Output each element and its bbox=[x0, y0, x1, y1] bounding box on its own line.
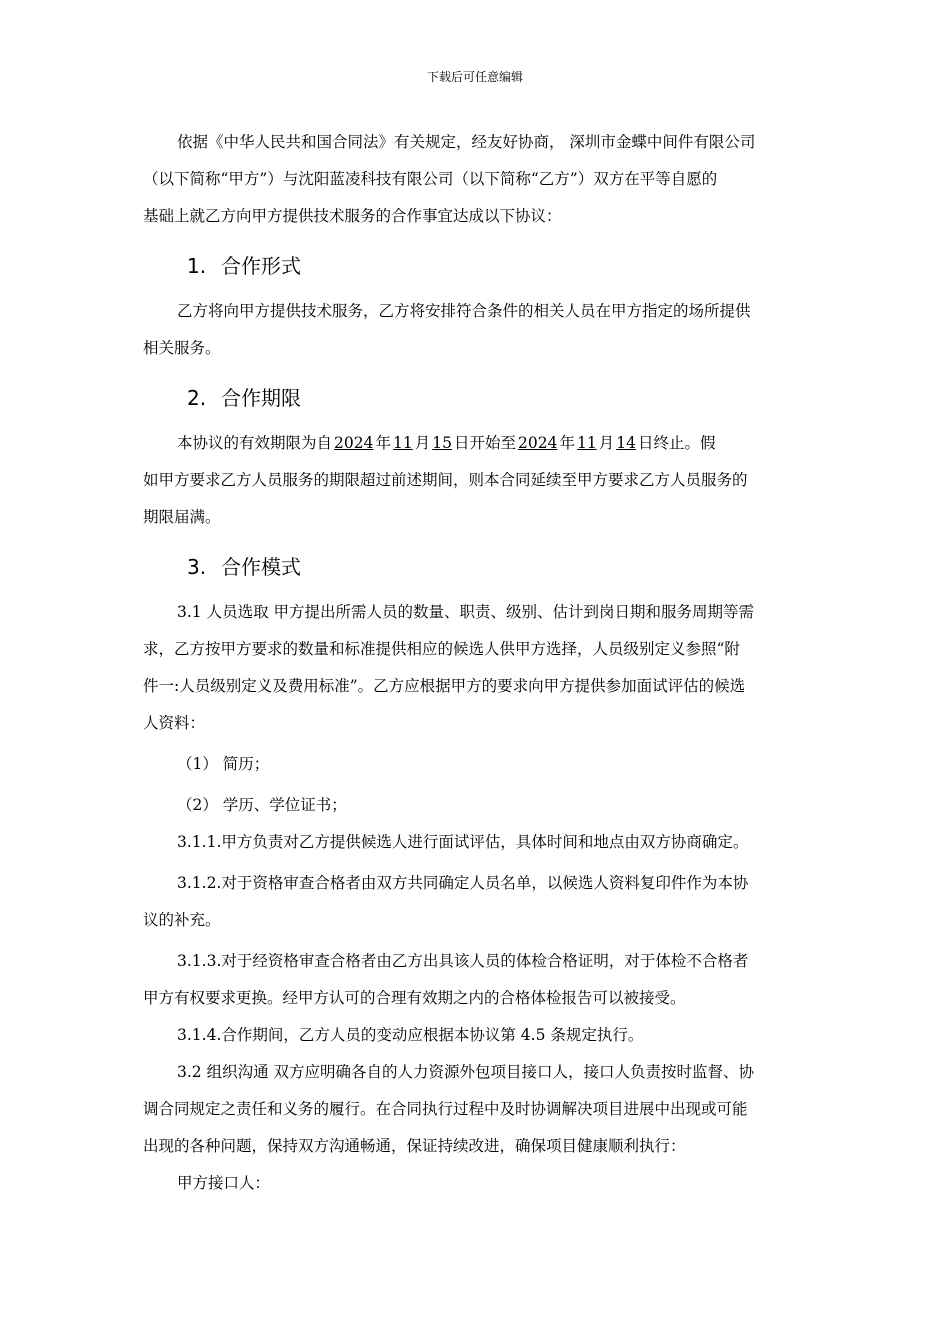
intro-line-2: （以下简称“甲方”）与沈阳蓝凌科技有限公司（以下简称“乙方”）双方在平等自愿的 bbox=[143, 170, 718, 188]
section-number: 2. bbox=[187, 386, 207, 410]
section-title: 合作模式 bbox=[221, 555, 301, 579]
intro-line-3: 基础上就乙方向甲方提供技术服务的合作事宜达成以下协议： bbox=[143, 207, 562, 225]
s1-line-2: 相关服务。 bbox=[143, 339, 221, 357]
clause-3-2-line-1: 3.2 组织沟通 双方应明确各自的人力资源外包项目接口人，接口人负责按时监督、协 bbox=[177, 1063, 755, 1081]
header-note: 下载后可任意编辑 bbox=[426, 70, 523, 84]
intro-line-1: 依据《中华人民共和国合同法》有关规定，经友好协商， 深圳市金蝶中间件有限公司 bbox=[177, 133, 756, 151]
clause-3-2-line-2: 调合同规定之责任和义务的履行。在合同执行过程中及时协调解决项目进展中出现或可能 bbox=[143, 1100, 748, 1118]
end-year: 2024 bbox=[517, 434, 558, 452]
document-body bbox=[143, 124, 808, 1202]
s1-line-1: 乙方将向甲方提供技术服务，乙方将安排符合条件的相关人员在甲方指定的场所提供 bbox=[177, 302, 751, 320]
clause-3-1-line-2: 求，乙方按甲方要求的数量和标准提供相应的候选人供甲方选择，人员级别定义参照“附 bbox=[143, 640, 740, 658]
start-year: 2024 bbox=[334, 434, 374, 452]
section-heading-2 bbox=[143, 375, 808, 421]
clause-3-1-3-line-2: 甲方有权要求更换。经甲方认可的合理有效期之内的合格体检报告可以被接受。 bbox=[143, 989, 686, 1007]
term-line-2: 如甲方要求乙方人员服务的期限超过前述期间，则本合同延续至甲方要求乙方人员服务的 bbox=[143, 471, 748, 489]
list-item-resume: （1） 简历； bbox=[177, 755, 270, 773]
section-number: 1. bbox=[187, 254, 207, 278]
end-day: 14 bbox=[616, 434, 636, 452]
clause-3-1-2-line-2: 议的补充。 bbox=[143, 911, 221, 929]
section-number: 3. bbox=[187, 555, 207, 579]
clause-3-1-3-line-1: 3.1.3.对于经资格审查合格者由乙方出具该人员的体检合格证明，对于体检不合格者 bbox=[177, 952, 749, 970]
section-heading-3 bbox=[143, 544, 808, 590]
end-month: 11 bbox=[576, 434, 597, 452]
clause-3-1-line-1: 3.1 人员选取 甲方提出所需人员的数量、职责、级别、估计到岗日期和服务周期等需 bbox=[177, 603, 755, 621]
start-month: 11 bbox=[392, 434, 413, 452]
term-line-1: 本协议的有效期限为自 2024 年 11 月 15 日开始至 2024 年 11 月 14 日终止。假 bbox=[177, 434, 716, 452]
start-day: 15 bbox=[432, 434, 452, 452]
list-item-degree: （2） 学历、学位证书； bbox=[177, 796, 347, 814]
clause-3-1-line-4: 人资料： bbox=[143, 714, 206, 732]
clause-3-1-line-3: 件一:人员级别定义及费用标准”。乙方应根据甲方的要求向甲方提供参加面试评估的候选 bbox=[143, 677, 746, 695]
clause-3-1-1: 3.1.1.甲方负责对乙方提供候选人进行面试评估，具体时间和地点由双方协商确定。 bbox=[177, 833, 749, 851]
section-title: 合作形式 bbox=[221, 254, 301, 278]
section-heading-1 bbox=[143, 243, 808, 289]
clause-3-2-line-3: 出现的各种问题，保持双方沟通畅通，保证持续改进，确保项目健康顺利执行： bbox=[143, 1137, 686, 1155]
section-title: 合作期限 bbox=[221, 386, 301, 410]
term-line-3: 期限届满。 bbox=[143, 508, 221, 526]
party-a-contact-label: 甲方接口人： bbox=[177, 1174, 271, 1192]
clause-3-1-2-line-1: 3.1.2.对于资格审查合格者由双方共同确定人员名单，以候选人资料复印件作为本协 bbox=[177, 874, 749, 892]
clause-3-1-4: 3.1.4.合作期间，乙方人员的变动应根据本协议第 4.5 条规定执行。 bbox=[177, 1026, 644, 1044]
